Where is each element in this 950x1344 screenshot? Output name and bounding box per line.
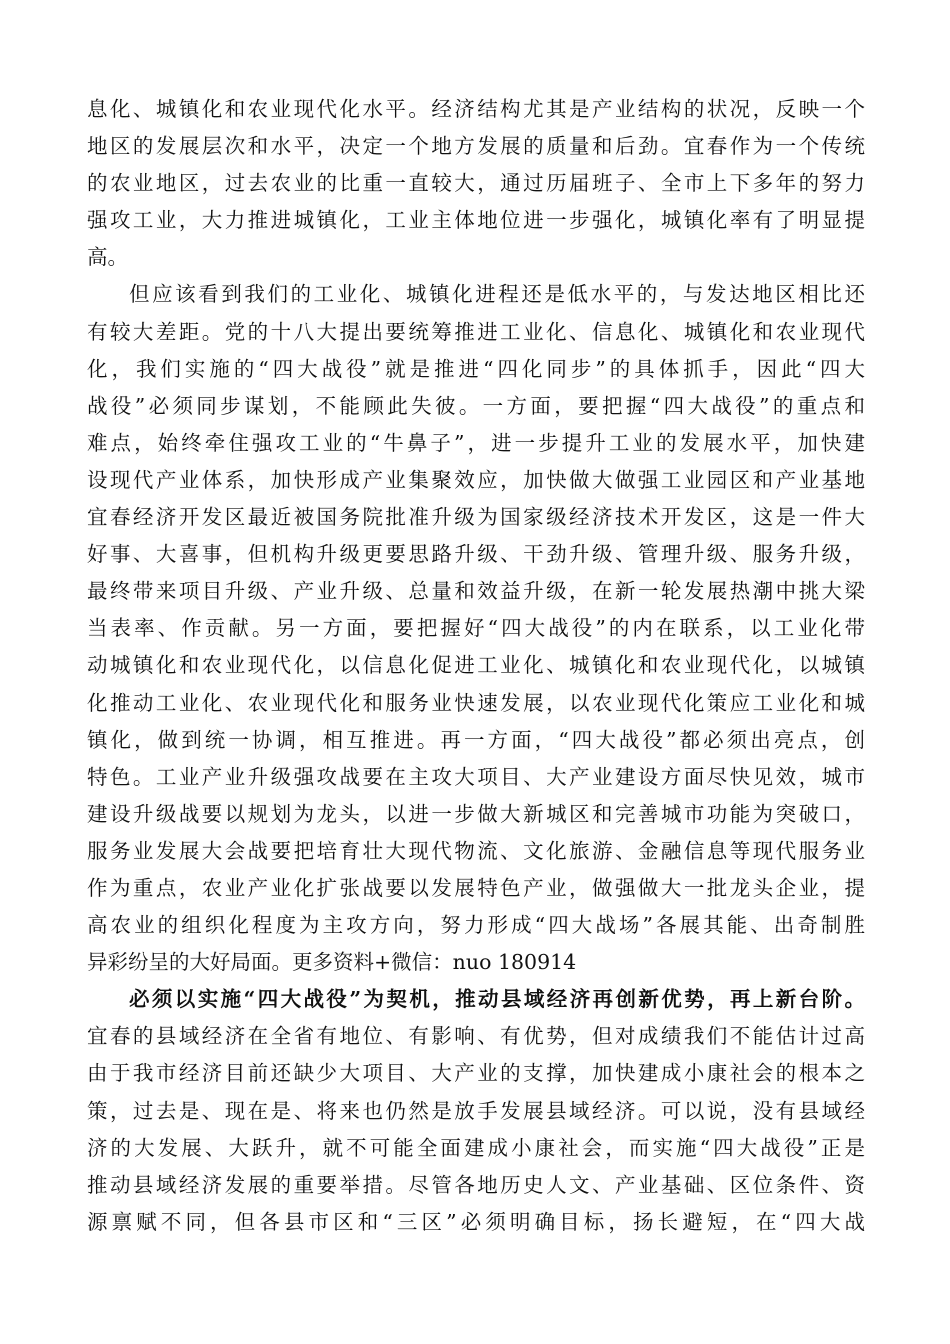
text-line: 好事、大喜事，但机构升级更要思路升级、干劲升级、管理升级、服务升级， [87, 542, 865, 567]
text-line: 济的大发展、大跃升，就不可能全面建成小康社会，而实施“四大战役”正是 [87, 1135, 865, 1160]
text-line: 化推动工业化、农业现代化和服务业快速发展，以农业现代化策应工业化和城 [87, 690, 865, 715]
text-line: 由于我市经济目前还缺少大项目、大产业的支撑，加快建成小康社会的根本之 [87, 1061, 865, 1086]
text-line: 建设升级战要以规划为龙头，以进一步做大新城区和完善城市功能为突破口， [87, 801, 865, 826]
text-line: 宜春经济开发区最近被国务院批准升级为国家级经济技术开发区，这是一件大 [87, 505, 865, 530]
text-line: 策，过去是、现在是、将来也仍然是放手发展县域经济。可以说，没有县域经 [87, 1098, 865, 1123]
text-line: 源禀赋不同，但各县市区和“三区”必须明确目标，扬长避短，在“四大战 [87, 1209, 865, 1234]
text-line: 异彩纷呈的大好局面。更多资料+微信：nuo 180914 [87, 950, 577, 975]
text-line: 高。 [87, 245, 128, 270]
text-line: 设现代产业体系，加快形成产业集聚效应，加快做大做强工业园区和产业基地 [87, 467, 865, 492]
text-line: 但应该看到我们的工业化、城镇化进程还是低水平的，与发达地区相比还 [129, 282, 865, 307]
text-line: 服务业发展大会战要把培育壮大现代物流、文化旅游、金融信息等现代服务业 [87, 838, 865, 863]
text-line: 宜春的县域经济在全省有地位、有影响、有优势，但对成绩我们不能估计过高 [87, 1024, 865, 1049]
text-line: 镇化，做到统一协调，相互推进。再一方面，“四大战役”都必须出亮点，创 [87, 727, 865, 752]
text-line: 的农业地区，过去农业的比重一直较大，通过历届班子、全市上下多年的努力 [87, 171, 865, 196]
section-heading: 必须以实施“四大战役”为契机，推动县域经济再创新优势，再上新台阶。 [129, 987, 865, 1012]
text-line: 特色。工业产业升级强攻战要在主攻大项目、大产业建设方面尽快见效，城市 [87, 764, 865, 789]
text-line: 最终带来项目升级、产业升级、总量和效益升级，在新一轮发展热潮中挑大梁 [87, 579, 865, 604]
text-line: 息化、城镇化和农业现代化水平。经济结构尤其是产业结构的状况，反映一个 [87, 97, 865, 121]
text-line: 有较大差距。党的十八大提出要统筹推进工业化、信息化、城镇化和农业现代 [87, 319, 865, 344]
text-line: 动城镇化和农业现代化，以信息化促进工业化、城镇化和农业现代化，以城镇 [87, 653, 865, 678]
text-line: 强攻工业，大力推进城镇化，工业主体地位进一步强化，城镇化率有了明显提 [87, 208, 865, 233]
document-page [87, 91, 865, 1241]
text-line: 作为重点，农业产业化扩张战要以发展特色产业，做强做大一批龙头企业，提 [87, 875, 865, 900]
text-line: 高农业的组织化程度为主攻方向，努力形成“四大战场”各展其能、出奇制胜 [87, 913, 865, 938]
text-line: 战役”必须同步谋划，不能顾此失彼。一方面，要把握“四大战役”的重点和 [87, 393, 865, 418]
text-line: 地区的发展层次和水平，决定一个地方发展的质量和后劲。宜春作为一个传统 [87, 134, 865, 159]
text-line: 当表率、作贡献。另一方面，要把握好“四大战役”的内在联系，以工业化带 [87, 616, 865, 641]
text-line: 推动县域经济发展的重要举措。尽管各地历史人文、产业基础、区位条件、资 [87, 1172, 865, 1197]
text-line: 难点，始终牵住强攻工业的“牛鼻子”，进一步提升工业的发展水平，加快建 [87, 430, 865, 455]
text-line: 化，我们实施的“四大战役”就是推进“四化同步”的具体抓手，因此“四大 [87, 356, 865, 381]
